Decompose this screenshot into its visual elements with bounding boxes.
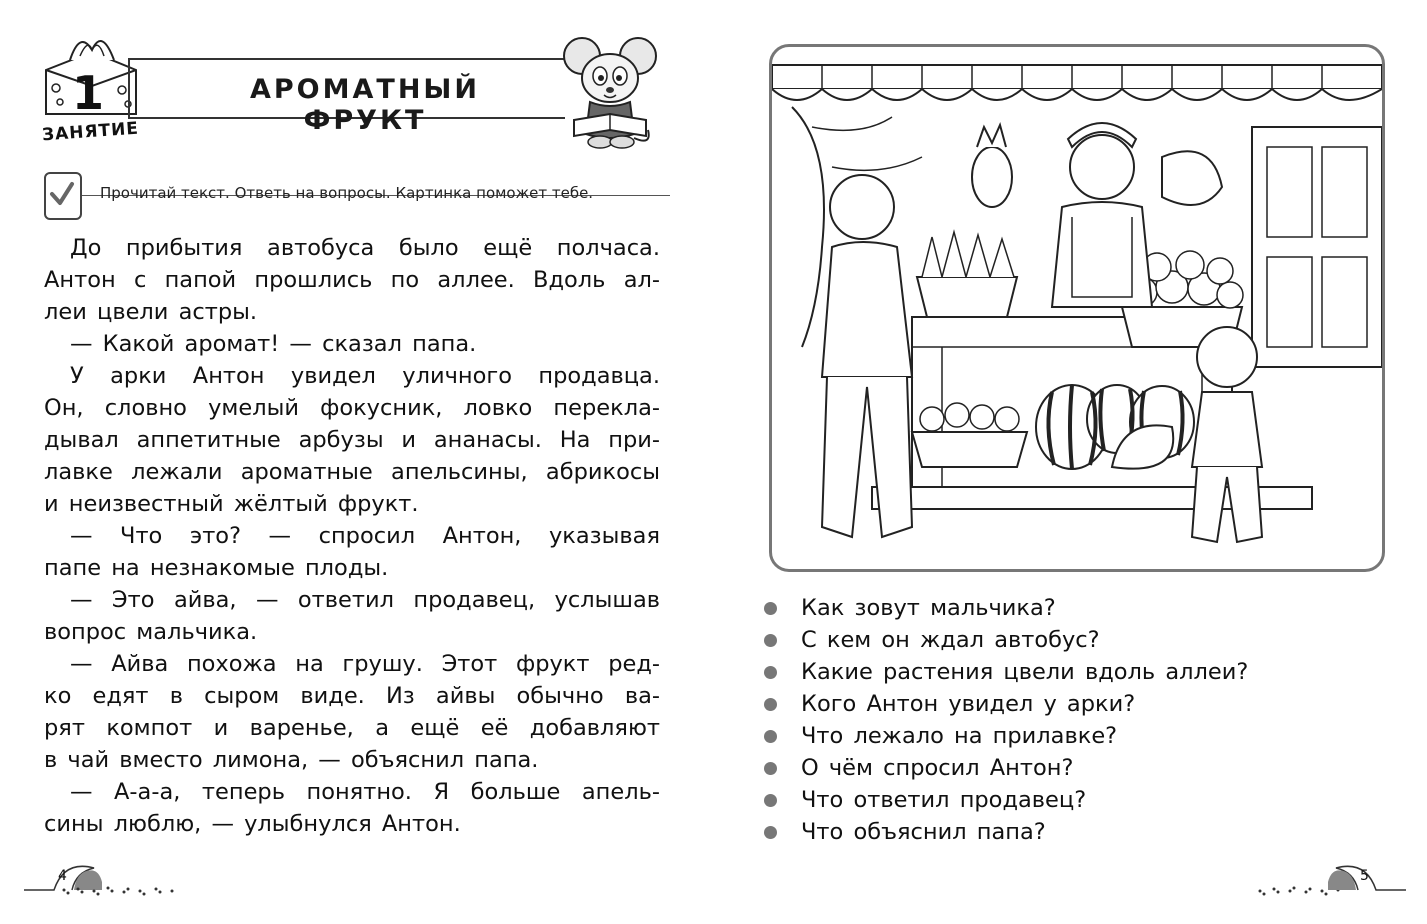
story-line: вопрос мальчика. xyxy=(44,619,258,645)
question-text: Что лежало на прилавке? xyxy=(801,723,1118,749)
list-item xyxy=(764,816,1324,848)
fruit-stand-scene-image xyxy=(772,47,1382,569)
bullet-icon xyxy=(764,794,777,807)
lesson-number: 1 xyxy=(71,66,104,120)
story-line: леи цвели астры. xyxy=(44,299,258,325)
story-text xyxy=(44,232,660,840)
story-line: и неизвестный жёлтый фрукт. xyxy=(44,491,419,517)
list-item xyxy=(764,752,1324,784)
footprints-decoration xyxy=(60,884,180,898)
list-item xyxy=(764,784,1324,816)
bullet-icon xyxy=(764,666,777,679)
header-frame-top xyxy=(130,58,570,60)
story-line: в чай вместо лимона, — объяснил папа. xyxy=(44,747,539,773)
bullet-icon xyxy=(764,698,777,711)
page-number-left: 4 xyxy=(58,868,67,884)
question-text: Как зовут мальчика? xyxy=(801,595,1056,621)
list-item xyxy=(764,720,1324,752)
story-line: — А-а-а, теперь понятно. Я больше апель- xyxy=(70,779,660,805)
instruction-text: Прочитай текст. Ответь на вопросы. Картинка поможет тебе. xyxy=(100,184,594,202)
story-line: дывал аппетитные арбузы и ананасы. На при- xyxy=(44,427,660,453)
header-frame-left xyxy=(128,58,130,119)
bullet-icon xyxy=(764,634,777,647)
story-line: Антон с папой прошлись по аллее. Вдоль ал- xyxy=(44,267,660,293)
page-number-right: 5 xyxy=(1360,868,1369,884)
story-line: — Это айва, — ответил продавец, услышав xyxy=(70,587,660,613)
bullet-icon xyxy=(764,826,777,839)
question-text: Что ответил продавец? xyxy=(801,787,1087,813)
market-illustration xyxy=(769,44,1385,572)
lesson-label: ЗАНЯТИЕ xyxy=(41,118,140,146)
question-text: О чём спросил Антон? xyxy=(801,755,1074,781)
question-text: Кого Антон увидел у арки? xyxy=(801,691,1136,717)
list-item xyxy=(764,624,1324,656)
instruction-check-box xyxy=(44,172,82,220)
bullet-icon xyxy=(764,602,777,615)
questions-list xyxy=(764,592,1324,848)
checkmark-icon xyxy=(49,180,75,208)
page-title: АРОМАТНЫЙ ФРУКТ xyxy=(250,74,480,136)
question-text: Что объяснил папа? xyxy=(801,819,1046,845)
story-line: У арки Антон увидел уличного продавца. xyxy=(70,363,660,389)
story-line: — Что это? — спросил Антон, указывая xyxy=(70,523,660,549)
story-line: ко едят в сыром виде. Из айвы обычно ва- xyxy=(44,683,660,709)
bullet-icon xyxy=(764,762,777,775)
story-line: папе на незнакомые плоды. xyxy=(44,555,389,581)
story-line: — Какой аромат! — сказал папа. xyxy=(70,331,477,357)
list-item xyxy=(764,656,1324,688)
story-line: лавке лежали ароматные апельсины, абрикосы xyxy=(44,459,660,485)
list-item xyxy=(764,592,1324,624)
bullet-icon xyxy=(764,730,777,743)
question-text: С кем он ждал автобус? xyxy=(801,627,1100,653)
story-line: До прибытия автобуса было ещё полчаса. xyxy=(70,235,660,261)
left-page xyxy=(0,0,700,924)
story-line: Он, словно умелый фокусник, ловко перекла- xyxy=(44,395,660,421)
list-item xyxy=(764,688,1324,720)
story-line: — Айва похожа на грушу. Этот фрукт ред- xyxy=(70,651,660,677)
question-text: Какие растения цвели вдоль аллеи? xyxy=(801,659,1249,685)
story-line: рят компот и варенье, а ещё её добавляют xyxy=(44,715,660,741)
story-line: сины люблю, — улыбнулся Антон. xyxy=(44,811,461,837)
reading-mouse-icon xyxy=(560,34,660,154)
